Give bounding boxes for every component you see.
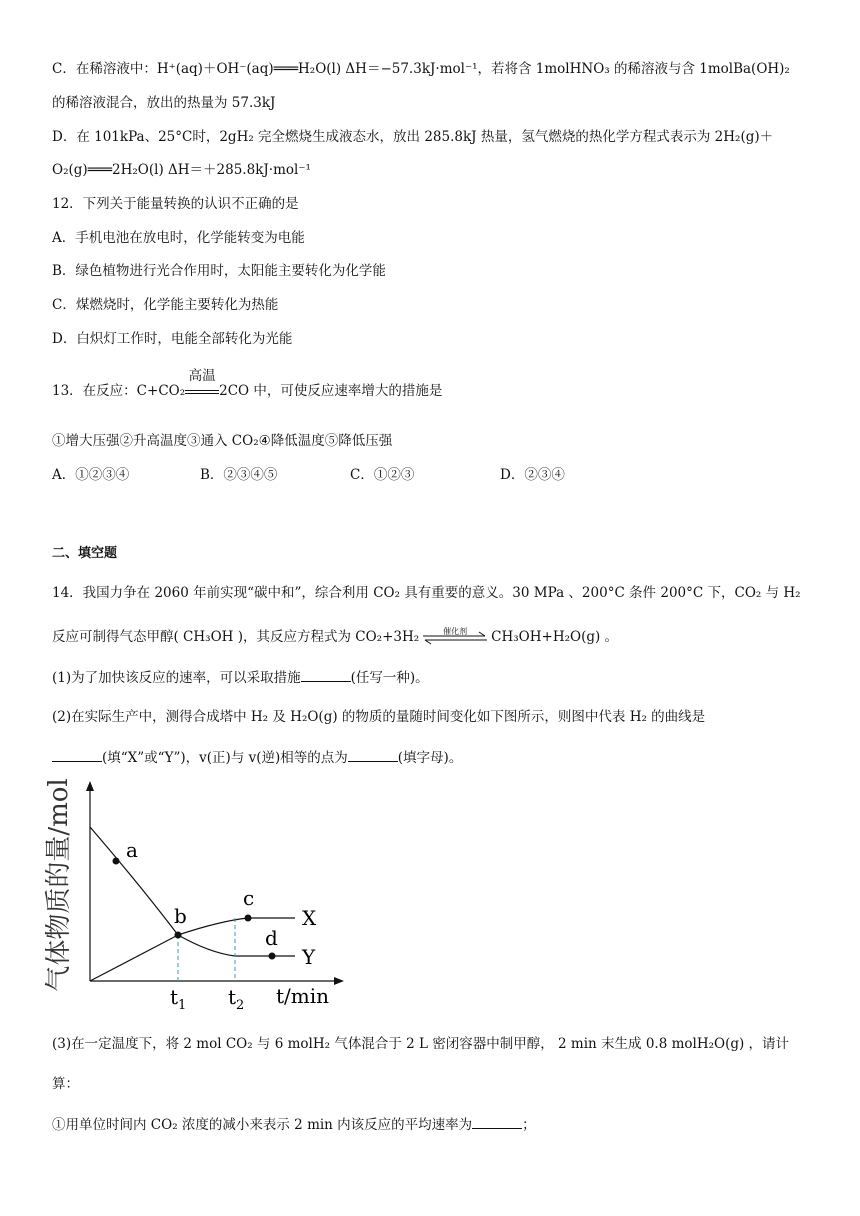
q14-catalyst: 催化剂 xyxy=(443,626,468,636)
q13-option-a: A．①②③④ xyxy=(52,467,130,483)
point-c xyxy=(245,915,252,922)
label-c: c xyxy=(243,886,255,910)
q13-condition: 高温 xyxy=(188,367,216,384)
point-a xyxy=(113,858,120,865)
q14-part3-line1: (3)在一定温度下，将 2 mol CO₂ 与 6 molH₂ 气体混合于 2 L 密闭容器中制甲醇， 2 min 末生成 0.8 molH₂O(g) ，请计 xyxy=(52,1036,790,1052)
q14-line1: 14．我国力争在 2060 年前实现“碳中和”，综合利用 CO₂ 具有重要的意义。30 MPa 、200°C 条件 200°C 下，CO₂ 与 H₂ xyxy=(52,585,801,601)
q14-reversible-arrow xyxy=(421,626,489,645)
q13-stem-pre: 13．在反应：C+CO₂ xyxy=(52,383,186,399)
q13-equals-arrow xyxy=(185,367,219,402)
point-b xyxy=(175,932,182,939)
t1-label: $t_1$ xyxy=(170,985,187,1013)
answer-blank[interactable] xyxy=(301,667,351,682)
q14-part2-post: (填字母)。 xyxy=(397,750,463,766)
q11-option-c-line2: 的稀溶液混合，放出的热量为 57.3kJ xyxy=(52,95,276,111)
q14-part2-line1: (2)在实际生产中，测得合成塔中 H₂ 及 H₂O(g) 的物质的量随时间变化如下图所示，则图中代表 H₂ 的曲线是 xyxy=(52,709,706,725)
q14-part3-line2: 算： xyxy=(52,1076,79,1092)
q13-stem-post: 2CO 中，可使反应速率增大的措施是 xyxy=(219,383,443,399)
q14-line2-post: CH₃OH+H₂O(g) 。 xyxy=(491,629,619,645)
q12-option-d: D．白炽灯工作时，电能全部转化为光能 xyxy=(52,331,293,347)
q12-option-a: A．手机电池在放电时，化学能转变为电能 xyxy=(52,230,305,246)
y-axis-arrow-icon xyxy=(86,781,94,791)
q11-option-d-line1: D．在 101kPa、25°C时，2gH₂ 完全燃烧生成液态水，放出 285.8kJ 热量，氢气燃烧的热化学方程式表示为 2H₂(g)＋ xyxy=(52,129,774,145)
q13-option-b: B．②③④⑤ xyxy=(200,467,278,483)
t2-label: $t_2$ xyxy=(228,985,245,1013)
y-axis-label: 气体物质的量/mol xyxy=(44,778,74,992)
label-a: a xyxy=(126,838,138,862)
q13-option-c: C．①②③ xyxy=(350,467,415,483)
q11-option-d-line2: O₂(g)═══2H₂O(l) ΔH＝＋285.8kJ·mol⁻¹ xyxy=(52,162,311,178)
q14-part2-mid: (填“X”或“Y”)，v(正)与 v(逆)相等的点为 xyxy=(102,750,348,766)
curve-x-label: X xyxy=(302,906,317,930)
q14-part3-sub1-text: ①用单位时间内 CO₂ 浓度的减小来表示 2 min 内该反应的平均速率为 xyxy=(52,1117,473,1133)
q14-part2-line2 xyxy=(52,747,820,768)
amount-time-figure xyxy=(40,775,350,1020)
q13-measures: ①增大压强②升高温度③通入 CO₂④降低温度⑤降低压强 xyxy=(52,433,393,449)
answer-blank[interactable] xyxy=(348,747,398,762)
q14-line2 xyxy=(52,627,820,647)
section-title: 二、填空题 xyxy=(52,546,118,561)
q13-option-d: D．②③④ xyxy=(500,467,565,483)
q14-part1-post: (任写一种)。 xyxy=(350,670,429,686)
q14-part3-sub1-post: ； xyxy=(522,1117,536,1133)
q11-option-c-line1: C．在稀溶液中：H⁺(aq)＋OH⁻(aq)═══H₂O(l) ΔH＝−57.3kJ·mol⁻¹，若将含 1molHNO₃ 的稀溶液与含 1molBa(OH)₂ xyxy=(52,61,790,77)
point-d xyxy=(269,953,276,960)
label-d: d xyxy=(265,926,278,950)
answer-blank[interactable] xyxy=(52,747,102,762)
q14-part1-pre: (1)为了加快该反应的速率，可以采取措施 xyxy=(52,670,301,686)
x-axis-arrow-icon xyxy=(334,977,344,985)
q13-options xyxy=(52,465,820,485)
q14-line2-pre: 反应可制得气态甲醇( CH₃OH )，其反应方程式为 CO₂+3H₂ xyxy=(52,629,420,645)
q13-stem xyxy=(52,367,820,402)
q12-option-b: B．绿色植物进行光合作用时，太阳能主要转化为化学能 xyxy=(52,263,386,279)
q12-option-c: C．煤燃烧时，化学能主要转化为热能 xyxy=(52,297,279,313)
answer-blank[interactable] xyxy=(472,1114,522,1129)
q14-part1 xyxy=(52,667,820,688)
curve-y-label: Y xyxy=(302,945,316,969)
q12-stem: 12．下列关于能量转换的认识不正确的是 xyxy=(52,196,299,212)
q14-part3-sub1 xyxy=(52,1114,820,1135)
label-b: b xyxy=(174,904,187,928)
x-axis-label: t/min xyxy=(276,984,330,1008)
